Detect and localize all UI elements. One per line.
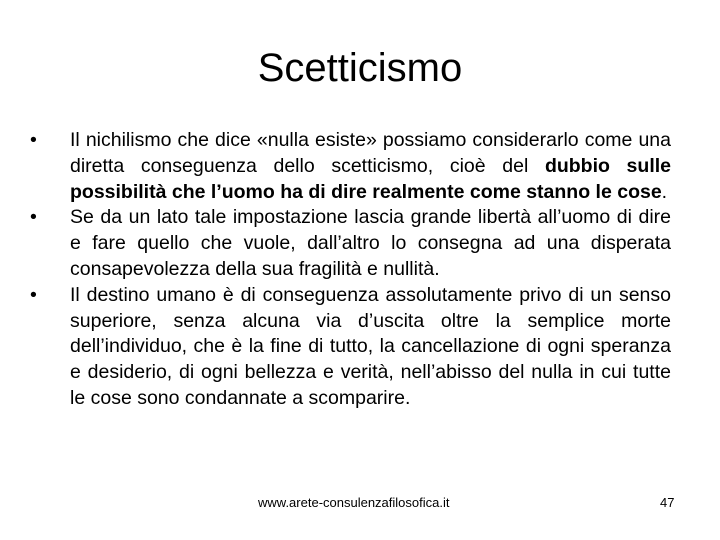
bullet-list (30, 128, 671, 412)
bullet-item-nichilismo (30, 128, 671, 205)
bullet-icon: • (30, 206, 37, 229)
page-number: 47 (660, 495, 675, 510)
slide-title: Scetticismo (257, 46, 463, 90)
bullet-text-bold: dubbio sulle possibilità che l’uomo ha di dire realmente come stanno le cose (70, 154, 671, 203)
bullet-text-end: . (661, 180, 668, 203)
bullet-text: Il destino umano è di conseguenza assolutamente privo di un senso superiore, senza alcuna via d’uscita oltre la semplice morte dell’individuo, che è la fine di tutto, la cancellazione di ogni speranza e desiderio, di ogni bellezza e verità, nell’abisso del nulla in cui tutte le cose sono condannate a scomparire. (70, 283, 671, 409)
bullet-item-destino (30, 283, 671, 412)
bullet-text: Se da un lato tale impostazione lascia grande libertà all’uomo di dire e fare quello che vuole, dall’altro lo consegna ad una disperata consapevolezza della sua fragilità e nullità. (70, 206, 671, 280)
bullet-item-liberta (30, 205, 671, 282)
bullet-text: Il nichilismo che dice «nulla esiste» possiamo considerarlo come una diretta conseguenza dello scetticismo, cioè del (70, 129, 671, 177)
bullet-icon: • (30, 129, 37, 151)
bullet-icon: • (30, 283, 37, 306)
footer-url: www.arete-consulenzafilosofica.it (258, 495, 450, 510)
